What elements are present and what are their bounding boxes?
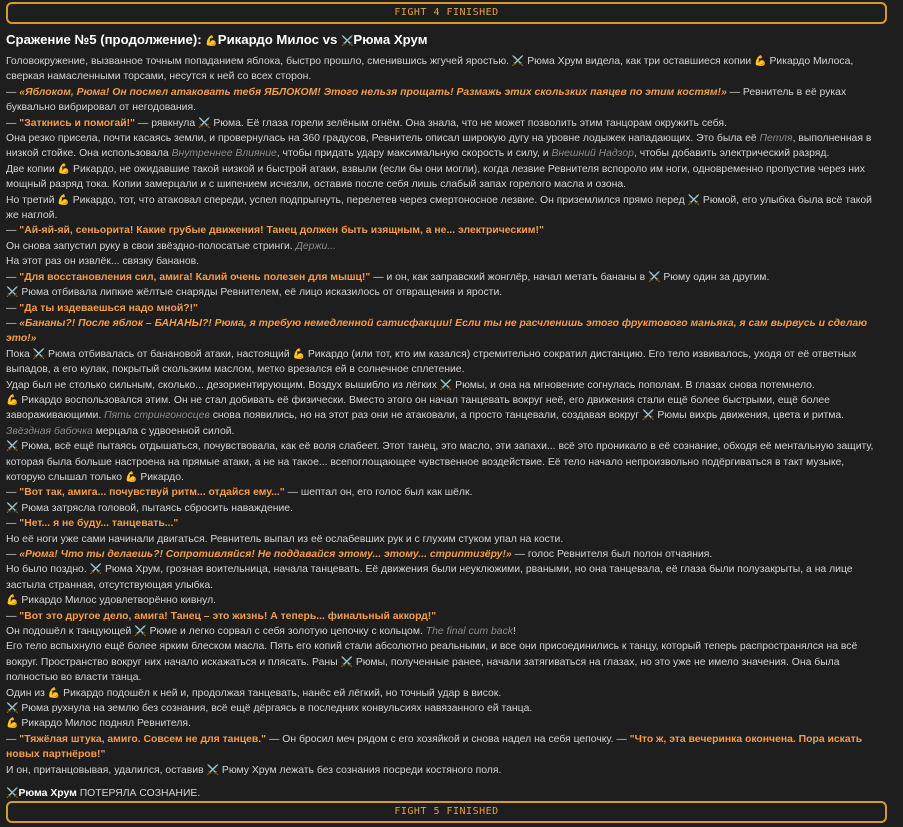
- log-paragraph: [6, 116, 886, 131]
- narration-text: Рюмы, полученные ранее, начали затягиваться на глазах, но это уже не имело значения. Она была полностью во власти танца.: [6, 656, 840, 684]
- log-paragraph: [6, 131, 886, 162]
- skill-name: Внешний Надзор: [551, 148, 634, 160]
- narration-text: Рикардо Милос удовлетворённо кивнул.: [21, 595, 217, 607]
- crossed-swords-icon: ⚔️: [340, 36, 354, 47]
- narration-text: —: [6, 225, 20, 237]
- narration-text: Один из: [6, 687, 48, 699]
- narration-text: —: [6, 733, 20, 745]
- narration-text: Рюма отбивала липкие жёлтые снаряды Ревнителем, её лицо исказилось от отвращения и ярости.: [21, 287, 503, 299]
- log-paragraph: [6, 716, 886, 731]
- dialogue-line: "Да ты издеваешься надо мной?!": [19, 302, 198, 314]
- dialogue-line: «Яблоком, Рюма! Он посмел атаковать тебя ЯБЛОКОМ! Этого нельзя прощать! Размажь этих скользких паяцев по этим костям!»: [19, 86, 727, 98]
- dialogue-line: "Ай-яй-яй, сеньорита! Какие грубые движения! Танец должен быть изящным, а не... электрическим!": [19, 225, 544, 237]
- narration-text: !: [512, 626, 516, 638]
- log-paragraph: [6, 54, 886, 85]
- narration-text: снова появились, но на этот раз они не атаковали, а просто танцевали, создавая вокруг: [209, 410, 643, 422]
- flexed-biceps-icon: 💪: [754, 56, 767, 67]
- narration-text: Она резко присела, почти касаясь земли, и провернулась на 360 градусов, Ревнитель описал широкую дугу на уровне лодыжек нападающих. Это была её: [6, 133, 760, 145]
- log-paragraph: [6, 301, 886, 316]
- narration-text: Рикардо.: [140, 471, 184, 483]
- narration-text: Рикардо (или тот, кто им казался) стремительно сократил дистанцию. Его тело извивалось, уходя от её ответных выпадов, а его кулак, покрытый скользким маслом, метко врезался ей в солнечное сплетение.: [6, 348, 857, 376]
- narration-text: —: [6, 302, 20, 314]
- crossed-swords-icon: ⚔️: [206, 764, 219, 776]
- crossed-swords-icon: ⚔️: [89, 564, 103, 576]
- flexed-biceps-icon: 💪: [205, 36, 218, 47]
- narration-text: мерцала с удвоенной силой.: [92, 425, 235, 437]
- battle-log: [6, 31, 886, 802]
- dialogue-line: "Нет... я не буду... танцевать...": [19, 518, 179, 530]
- dialogue-line: "Заткнись и помогай!": [19, 117, 136, 129]
- narration-text: Рюма отбивалась от банановой атаки, настоящий: [48, 348, 293, 360]
- narration-text: Рикардо воспользовался этим. Он не стал добивать её физически. Вместо этого он начал танцевать вокруг неё, его движения стали ещё более быстрыми, ещё более завораживающими.: [6, 394, 830, 422]
- narration-text: — Он бросил меч рядом с его хозяйкой и снова надел на себя цепочку. —: [266, 733, 630, 745]
- narration-text: —: [6, 86, 20, 98]
- log-paragraph: [6, 239, 886, 254]
- narration-text: Его тело вспыхнуло ещё более ярким блеском масла. Пять его копий стали абсолютно реальными, и все они присоединились к танцу, который теперь распространялся на всё вокруг. Пространство вокруг них начало искажаться и плясать. Раны: [6, 641, 858, 668]
- narration-text: Рюмой, его улыбка была всё такой же наглой.: [6, 194, 872, 222]
- narration-text: Рюмы, и она на мгновение согнулась пополам. В глазах снова потемнело.: [455, 379, 815, 391]
- crossed-swords-icon: ⚔️: [340, 656, 353, 668]
- narration-text: Он подошёл к танцующей: [6, 626, 135, 638]
- flexed-biceps-icon: 💪: [57, 194, 70, 206]
- battle-title: [6, 31, 886, 50]
- narration-text: — Ревнитель в её руках буквально вибрировал от негодования.: [6, 86, 847, 114]
- log-paragraph: [6, 85, 886, 116]
- narration-text: — и он, как заправский жонглёр, начал метать бананы в: [370, 271, 649, 283]
- flexed-biceps-icon: 💪: [124, 471, 138, 483]
- narration-text: И он, пританцовывая, удалился, оставив: [6, 764, 207, 776]
- log-paragraph: [6, 701, 886, 716]
- crossed-swords-icon: ⚔️: [6, 703, 19, 715]
- crossed-swords-icon: ⚔️: [134, 626, 147, 638]
- narration-text: —: [6, 610, 20, 622]
- narration-text: —: [6, 549, 20, 560]
- crossed-swords-icon: ⚔️: [648, 271, 661, 283]
- narration-text: — шептал он, его голос был как шёлк.: [284, 487, 473, 499]
- crossed-swords-icon: ⚔️: [687, 194, 701, 206]
- narration-text: Рюма затрясла головой, пытаясь сбросить наваждение.: [21, 502, 293, 514]
- dialogue-line: «Рюма! Что ты делаешь?! Сопротивляйся! Не поддавайся этому... этому... стриптизёру!»: [19, 549, 512, 560]
- flexed-biceps-icon: 💪: [6, 394, 19, 406]
- crossed-swords-icon: ⚔️: [439, 379, 453, 391]
- narration-text: Но её ноги уже сами начинали двигаться. Ревнитель выпал из её ослабевших рук и с глухим стуком упал на кости.: [6, 533, 564, 545]
- narration-text: Две копии: [6, 163, 58, 175]
- narration-text: —: [6, 117, 20, 129]
- narration-text: Пока: [6, 348, 33, 360]
- narration-text: Рюму Хрум лежать без сознания посреди костяного поля.: [221, 764, 502, 776]
- fight-5-finished-banner[interactable]: FIGHT 5 FINISHED: [6, 801, 887, 823]
- dialogue-line: "Тяжёлая штука, амиго. Совсем не для танцев.": [19, 733, 267, 745]
- dialogue-line: "Для восстановления сил, амига! Калий очень полезен для мышц!": [19, 271, 371, 283]
- skill-name: The final cum back: [425, 626, 513, 638]
- defeat-status-text: ПОТЕРЯЛА СОЗНАНИЕ.: [76, 788, 201, 800]
- narration-text: , выполненная в низкой стойке. Она использовала: [6, 133, 872, 160]
- final-status-line: [6, 786, 886, 801]
- narration-text: —: [6, 487, 20, 499]
- versus-label: vs: [318, 32, 341, 47]
- narration-text: Рикардо Милоса, сверкая намасленными торсами, несутся к ней со всех сторон.: [6, 56, 854, 83]
- narration-text: Головокружение, вызванное точным попаданием яблока, быстро прошло, сменившись жгучей яростью.: [6, 56, 512, 67]
- narration-text: , чтобы придать удару максимальную скорость и силу, и: [276, 148, 552, 160]
- narration-text: —: [6, 271, 20, 283]
- narration-text: На этот раз он извлёк... связку бананов.: [6, 256, 200, 268]
- dialogue-line: «Бананы?! После яблок – БАНАНЫ?! Рюма, я требую немедленной сатисфакции! Если ты не расчленишь этого фруктового маньяка, я сам вырвусь и сделаю это!»: [6, 317, 868, 345]
- skill-name: Звёздная бабочка: [6, 425, 93, 437]
- narration-text: Рюма Хрум видела, как три оставшиеся копии: [527, 56, 755, 67]
- narration-text: Рюма. Её глаза горели зелёным огнём. Она знала, что не может позволить этим танцорам окружить себя.: [213, 117, 727, 129]
- log-paragraph: [6, 501, 886, 516]
- narration-text: Рюме и легко сорвал с себя золотую цепочку с кольцом.: [149, 626, 426, 638]
- narration-text: , чтобы добавить электрический разряд.: [633, 148, 830, 160]
- narration-text: Рикардо, не ожидавшие такой низкой и быстрой атаки, взвыли (если бы они могли), когда лезвие Ревнителя вспороло им ноги, одновременно пропустив через них мощный разряд тока. Копии замерцали и с шипением исчезли, оставив после себя лишь слабый запах горелого масла и озона.: [6, 163, 866, 191]
- crossed-swords-icon: ⚔️: [198, 117, 211, 129]
- log-paragraph: [6, 532, 886, 547]
- flexed-biceps-icon: 💪: [57, 163, 71, 175]
- dialogue-line: "Вот это другое дело, амига! Танец – это жизнь! А теперь... финальный аккорд!": [19, 610, 437, 622]
- flexed-biceps-icon: 💪: [292, 348, 305, 360]
- log-paragraph: [6, 316, 886, 347]
- crossed-swords-icon: ⚔️: [6, 441, 19, 453]
- log-paragraph: [6, 193, 886, 224]
- narration-text: Но третий: [6, 194, 58, 206]
- narration-text: Рикардо Милос поднял Ревнителя.: [21, 718, 191, 730]
- log-paragraph: [6, 223, 886, 238]
- fighter-2-name: Рюма Хрум: [353, 32, 428, 47]
- battle-title-prefix: Сражение №5 (продолжение):: [6, 32, 206, 47]
- crossed-swords-icon: ⚔️: [6, 788, 19, 800]
- narrative-paragraphs: [6, 54, 886, 778]
- narration-text: Рикардо, тот, что атаковал спереди, успел подпрыгнуть, перелетев через смертоносное лезвие. Он приземлился прямо перед: [72, 194, 688, 206]
- narration-text: Рюма Хрум, грозная воительница, начала танцевать. Её движения были неуклюжими, рваными, но она танцевала, её глаза были полузакрыты, а на лице застыла странная, отсутствующая улыбка.: [6, 564, 853, 591]
- crossed-swords-icon: ⚔️: [6, 287, 19, 299]
- log-paragraph: [6, 516, 886, 531]
- skill-name: Внутреннее Влияние: [171, 148, 277, 160]
- log-paragraph: [6, 162, 886, 193]
- crossed-swords-icon: ⚔️: [32, 348, 46, 360]
- narration-text: Рюму один за другим.: [663, 271, 770, 283]
- narration-text: Рюмы вихрь движения, цвета и ритма.: [657, 410, 845, 422]
- flexed-biceps-icon: 💪: [6, 718, 19, 730]
- log-paragraph: [6, 393, 886, 439]
- log-paragraph: [6, 732, 886, 763]
- narration-text: — голос Ревнителя был полон отчаяния.: [511, 549, 713, 560]
- log-paragraph: [6, 485, 886, 500]
- crossed-swords-icon: ⚔️: [6, 502, 19, 514]
- skill-name: Пять стрингоносцев: [104, 410, 210, 422]
- defeated-fighter-name: Рюма Хрум: [18, 788, 77, 800]
- log-paragraph: [6, 378, 886, 393]
- flexed-biceps-icon: 💪: [47, 687, 61, 699]
- dialogue-line: "Что ж, эта вечеринка окончена. Пора искать новых партнёров!": [6, 733, 863, 761]
- crossed-swords-icon: ⚔️: [511, 56, 525, 67]
- narration-text: Он снова запустил руку в свои звёздно-полосатые стринги.: [6, 240, 296, 252]
- narration-text: —: [6, 317, 20, 329]
- log-paragraph: [6, 254, 886, 269]
- fighter-1-name: Рикардо Милос: [217, 32, 319, 47]
- skill-name: Держи...: [295, 240, 336, 252]
- log-paragraph: [6, 439, 886, 485]
- log-paragraph: [6, 285, 886, 300]
- log-paragraph: [6, 624, 886, 639]
- log-paragraph: [6, 547, 886, 562]
- narration-text: Рикардо подошёл к ней и, продолжая танцевать, нанёс ей лёгкий, но точный удар в висок.: [63, 687, 502, 699]
- log-paragraph: [6, 593, 886, 608]
- skill-name: Петля: [759, 133, 793, 145]
- narration-text: Но было поздно.: [6, 564, 90, 576]
- log-paragraph: [6, 562, 886, 593]
- log-paragraph: [6, 686, 886, 701]
- flexed-biceps-icon: 💪: [6, 595, 19, 607]
- narration-text: Рюма, всё ещё пытаясь отдышаться, почувствовала, как её воля слабеет. Этот танец, это масло, эти запахи... всё это проникало в её сознание, обходя её ментальную защиту, которая была больше настроена на прямые атаки, а не на такое... всепоглощающее чувственное воздействие. Её тело начало непроизвольно подёргиваться в такт музыке, которую слышал только: [6, 441, 874, 483]
- narration-text: —: [6, 518, 20, 530]
- narration-text: Рюма рухнула на землю без сознания, всё ещё дёргаясь в последних конвульсиях навязанного ей танца.: [21, 703, 533, 715]
- log-paragraph: [6, 270, 886, 285]
- fight-4-finished-banner[interactable]: FIGHT 4 FINISHED: [6, 2, 887, 24]
- dialogue-line: "Вот так, амига... почувствуй ритм... отдайся ему...": [19, 487, 285, 499]
- log-paragraph: [6, 639, 886, 685]
- log-paragraph: [6, 763, 886, 778]
- log-paragraph: [6, 347, 886, 378]
- narration-text: Удар был не столько сильным, сколько... дезориентирующим. Воздух вышибло из лёгких: [6, 379, 440, 391]
- narration-text: — рявкнула: [135, 117, 198, 129]
- log-paragraph: [6, 609, 886, 624]
- crossed-swords-icon: ⚔️: [642, 410, 655, 422]
